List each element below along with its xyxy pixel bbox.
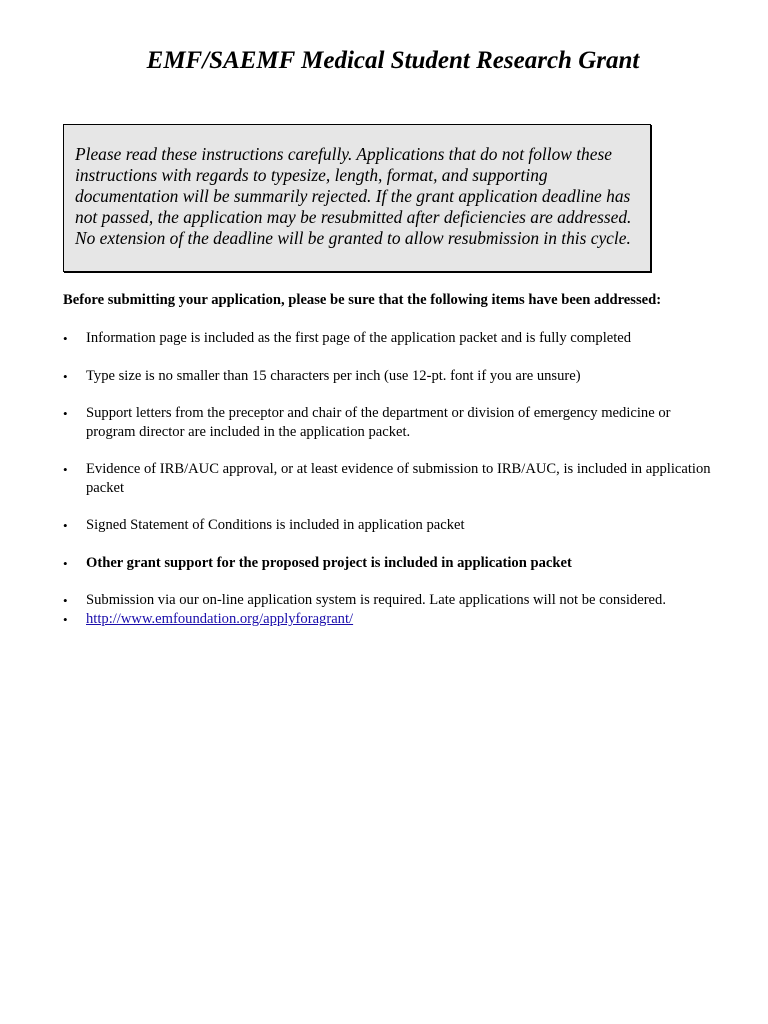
bullet-icon: • xyxy=(63,406,68,421)
checklist-item-text: Evidence of IRB/AUC approval, or at least evidence of submission to IRB/AUC, is included in application packet xyxy=(86,461,711,496)
checklist-item-text: Support letters from the preceptor and chair of the department or division of emergency medicine or program director are included in the application packet. xyxy=(86,405,671,440)
instructions-notice-box xyxy=(63,124,651,272)
bullet-icon: • xyxy=(63,593,68,608)
bullet-icon: • xyxy=(63,369,68,384)
apply-for-grant-link[interactable]: http://www.emfoundation.org/applyforagrant/ xyxy=(86,611,354,627)
bullet-icon: • xyxy=(63,331,68,346)
checklist-item-text: Information page is included as the first page of the application packet and is fully completed xyxy=(86,330,632,346)
document-title: EMF/SAEMF Medical Student Research Grant xyxy=(146,47,640,74)
checklist-heading: Before submitting your application, please be sure that the following items have been addressed: xyxy=(63,292,662,308)
bullet-icon: • xyxy=(63,518,68,533)
bullet-icon: • xyxy=(63,556,68,571)
checklist-item-text: Other grant support for the proposed project is included in application packet xyxy=(86,555,572,571)
checklist-item-text: Type size is no smaller than 15 characters per inch (use 12-pt. font if you are unsure) xyxy=(86,368,581,384)
checklist-item-text: Signed Statement of Conditions is included in application packet xyxy=(86,517,465,533)
bullet-icon: • xyxy=(63,612,68,627)
bullet-icon: • xyxy=(63,462,68,477)
checklist-item-text: Submission via our on-line application system is required. Late applications will not be considered. xyxy=(86,592,666,608)
instructions-notice-text: Please read these instructions carefully. Applications that do not follow these instructions with regards to typesize, length, format, and supporting documentation will be summarily rejected. If the grant application deadline has not passed, the application may be resubmitted after deficiencies are addressed. No extension of the deadline will be granted to allow resubmission in this cycle. xyxy=(75,144,632,248)
